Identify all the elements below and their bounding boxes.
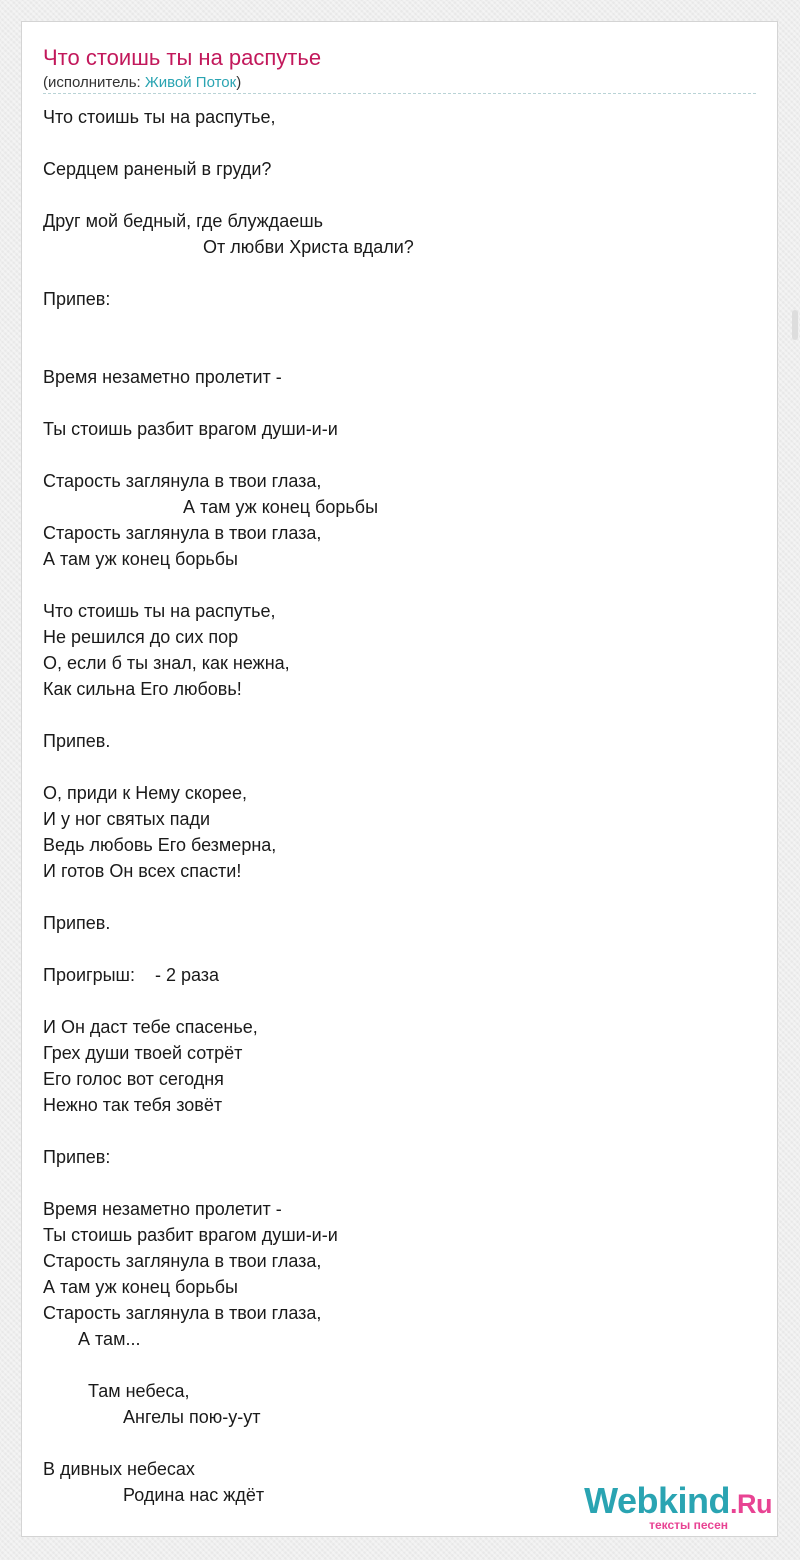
lyric-line: Его голос вот сегодня	[43, 1069, 224, 1089]
lyric-line: О, если б ты знал, как нежна,	[43, 653, 290, 673]
lyric-line	[43, 260, 743, 286]
lyric-line	[43, 182, 743, 208]
lyric-line: Там небеса,	[43, 1381, 190, 1401]
lyric-line: Ты стоишь разбит врагом души-и-и	[43, 1225, 338, 1245]
lyric-line: Не решился до сих пор	[43, 627, 239, 647]
site-logo[interactable]	[572, 1482, 772, 1534]
lyric-line	[43, 754, 743, 780]
lyric-line: Как сильна Его любовь!	[43, 679, 242, 699]
lyric-line: Проигрыш: - 2 раза	[43, 965, 220, 985]
lyric-line	[43, 1170, 743, 1196]
lyric-line: И готов Он всех спасти!	[43, 861, 242, 881]
lyric-line: Старость заглянула в твои глаза,	[43, 523, 322, 543]
lyric-line: И у ног святых пади	[43, 809, 211, 829]
lyric-line: Сердцем раненый в груди?	[43, 159, 272, 179]
lyric-line: Ведь любовь Его безмерна,	[43, 835, 277, 855]
lyric-line: А там уж конец борьбы	[43, 497, 379, 517]
lyric-line	[43, 390, 743, 416]
artist-link[interactable]: Живой Поток	[144, 74, 237, 91]
lyric-line: А там уж конец борьбы	[43, 549, 238, 569]
logo-tagline: тексты песен	[649, 1518, 728, 1532]
lyric-line: Грех души твоей сотрёт	[43, 1043, 243, 1063]
lyric-line: Старость заглянула в твои глаза,	[43, 1303, 322, 1323]
lyric-line	[43, 988, 743, 1014]
lyric-line: Припев:	[43, 289, 111, 309]
lyric-line: Старость заглянула в твои глаза,	[43, 471, 322, 491]
lyric-line: Припев:	[43, 1147, 111, 1167]
lyric-line: Что стоишь ты на распутье,	[43, 107, 276, 127]
lyric-line	[43, 442, 743, 468]
lyrics-text	[43, 104, 743, 1508]
scroll-indicator[interactable]	[792, 310, 798, 340]
lyric-line	[43, 1352, 743, 1378]
lyric-line	[43, 312, 743, 338]
lyric-line: А там...	[43, 1329, 141, 1349]
lyric-line: О, приди к Нему скорее,	[43, 783, 247, 803]
lyric-line: Ты стоишь разбит врагом души-и-и	[43, 419, 338, 439]
logo-wordmark	[572, 1482, 772, 1523]
lyric-line: А там уж конец борьбы	[43, 1277, 238, 1297]
song-title: Что стоишь ты на распутье	[43, 45, 322, 70]
lyric-line: Припев.	[43, 913, 111, 933]
lyric-line	[43, 338, 743, 364]
lyric-line: Нежно так тебя зовёт	[43, 1095, 223, 1115]
logo-suffix: .Ru	[730, 1489, 772, 1519]
artist-line	[43, 74, 241, 92]
title-divider	[43, 93, 756, 94]
lyric-line: Припев.	[43, 731, 111, 751]
lyric-line	[43, 936, 743, 962]
logo-main-text: Webkind	[584, 1480, 730, 1521]
lyric-line: В дивных небесах	[43, 1459, 195, 1479]
lyric-line: Ангелы пою-у-ут	[43, 1407, 261, 1427]
artist-prefix: (исполнитель:	[43, 74, 145, 91]
lyric-line	[43, 1430, 743, 1456]
lyric-line	[43, 884, 743, 910]
artist-suffix: )	[236, 74, 242, 91]
lyric-line: Старость заглянула в твои глаза,	[43, 1251, 322, 1271]
lyric-line: Друг мой бедный, где блуждаешь	[43, 211, 324, 231]
lyric-line	[43, 572, 743, 598]
lyric-line	[43, 1118, 743, 1144]
lyric-line: Что стоишь ты на распутье,	[43, 601, 276, 621]
lyric-line: От любви Христа вдали?	[43, 237, 414, 257]
lyric-line: Время незаметно пролетит -	[43, 367, 282, 387]
lyric-line	[43, 130, 743, 156]
lyric-line	[43, 702, 743, 728]
lyric-line: И Он даст тебе спасенье,	[43, 1017, 258, 1037]
lyric-line: Родина нас ждёт	[43, 1485, 265, 1505]
lyric-line: Время незаметно пролетит -	[43, 1199, 282, 1219]
lyrics-card	[21, 21, 778, 1537]
